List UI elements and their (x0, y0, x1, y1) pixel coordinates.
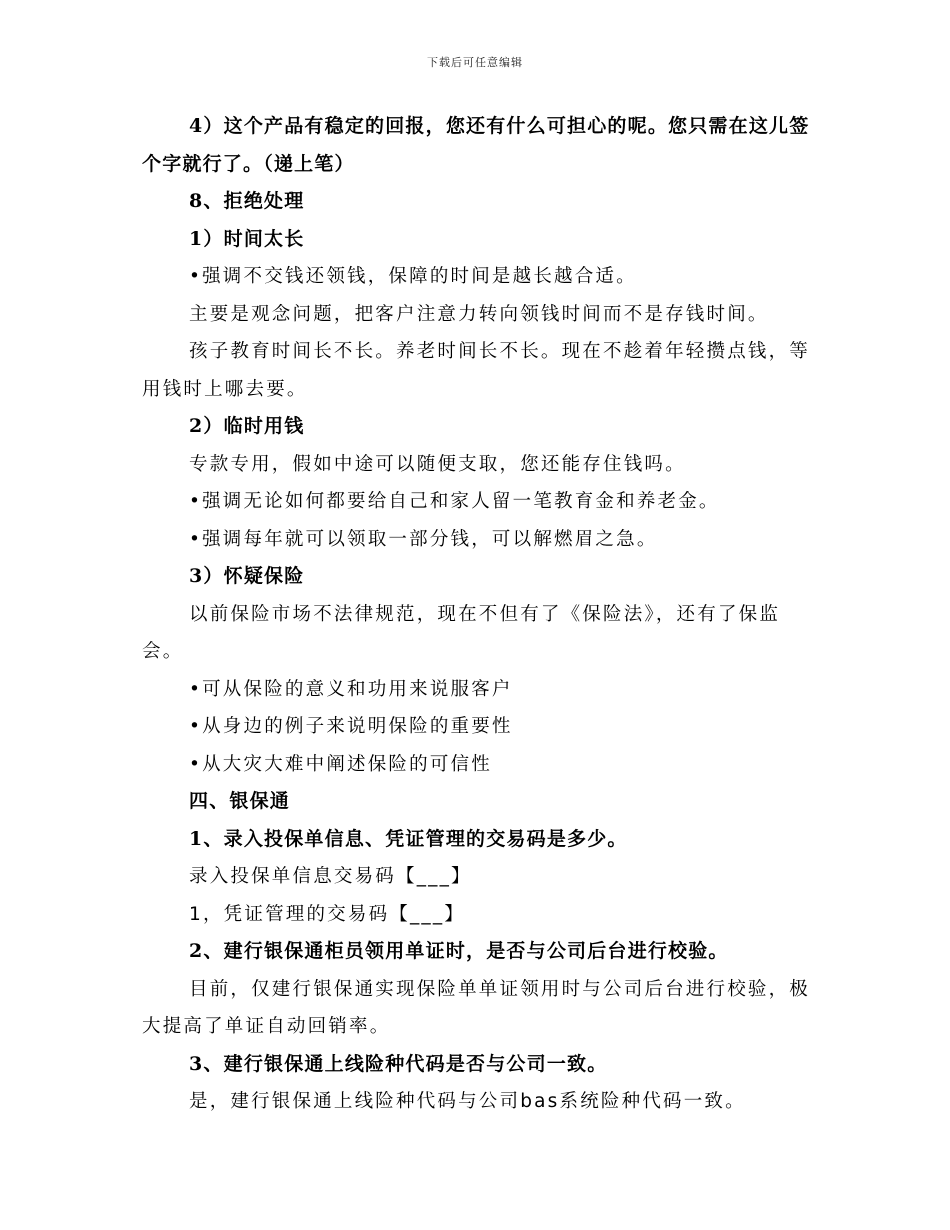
answer-policy-entry-code: 录入投保单信息交易码【___】 (189, 866, 472, 887)
paragraph-dedicated-funds: 专款专用，假如中途可以随便支取，您还能存住钱吗。 (189, 453, 686, 475)
heading-rejection-handling: 8、拒绝处理 (189, 190, 305, 212)
answer-product-code: 是，建行银保通上线险种代码与公司bas系统险种代码一致。 (189, 1091, 746, 1112)
paragraph-insurance-law: 以前保险市场不法律规范，现在不但有了《保险法》，还有了保监会。 (142, 603, 781, 662)
bullet-yearly-withdrawal: •强调每年就可以领取一部分钱，可以解燃眉之急。 (189, 528, 658, 550)
document-body (142, 108, 810, 1121)
question-product-code: 3、建行银保通上线险种代码是否与公司一致。 (189, 1052, 608, 1075)
question-teller-verification: 2、建行银保通柜员领用单证时，是否与公司后台进行校验。 (189, 940, 729, 962)
page-header: 下载后可任意编辑 (427, 56, 523, 69)
subheading-time-too-long: 1）时间太长 (189, 227, 305, 250)
answer-teller-verification: 目前，仅建行银保通实现保险单单证领用时与公司后台进行校验，极大提高了单证自动回销率。 (142, 978, 811, 1037)
subheading-temporary-money: 2）临时用钱 (189, 415, 305, 437)
paragraph-concept-issue: 主要是观念问题，把客户注意力转向领钱时间而不是存钱时间。 (189, 303, 769, 325)
question-transaction-code: 1、录入投保单信息、凭证管理的交易码是多少。 (189, 827, 628, 850)
bullet-examples: •从身边的例子来说明保险的重要性 (189, 716, 513, 737)
paragraph-education-pension: 孩子教育时间长不长。养老时间长不长。现在不趁着年轻攒点钱，等用钱时上哪去要。 (142, 341, 811, 400)
bullet-education-pension-fund: •强调无论如何都要给自己和家人留一笔教育金和养老金。 (189, 491, 720, 512)
bullet-longer-better: •强调不交钱还领钱，保障的时间是越长越合适。 (189, 266, 637, 287)
heading-bank-insurance: 四、银保通 (189, 790, 291, 812)
bullet-disasters: •从大灾大难中阐述保险的可信性 (189, 753, 492, 775)
paragraph-closing-sign: 4）这个产品有稳定的回报，您还有什么可担心的呢。您只需在这儿签个字就行了。（递上笔） (142, 115, 810, 175)
answer-voucher-code: 1，凭证管理的交易码【___】 (189, 903, 466, 925)
bullet-meaning-function: •可从保险的意义和功用来说服客户 (189, 678, 513, 700)
subheading-doubt-insurance: 3）怀疑保险 (189, 565, 305, 587)
